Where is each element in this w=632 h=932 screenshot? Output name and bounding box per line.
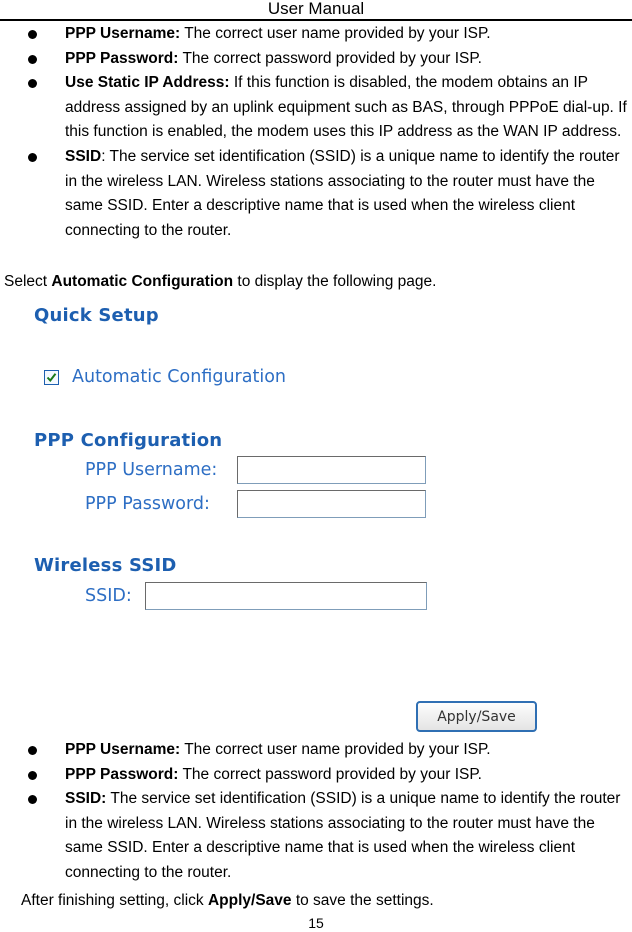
term-label: PPP Password: [65,49,179,67]
list-item [0,738,632,763]
term-label: PPP Password: [65,765,179,783]
bullet-icon [28,771,37,780]
ppp-configuration-title: PPP Configuration [34,430,223,451]
ppp-username-label: PPP Username: [85,460,218,480]
page-number: 15 [308,915,324,931]
list-item [0,145,632,243]
finish-instruction [21,891,434,911]
list-item [0,47,632,72]
term-label: PPP Username: [65,25,181,42]
bullet-icon [28,55,37,64]
term-label: Use Static IP Address: [65,74,230,92]
wireless-ssid-title: Wireless SSID [34,555,177,576]
select-prefix: Select [4,273,52,290]
list-item [0,787,632,885]
term-description: The service set identification (SSID) is a unique name to identify the router in the wireless LAN. Wireless stations associating to the router must have the same SSID. Enter a descriptive name that is used when the wireless client connecting to the router. [65,790,621,881]
bullet-icon [28,30,37,39]
automatic-configuration-checkbox[interactable] [44,370,59,385]
ssid-label: SSID: [85,586,132,606]
select-instruction [4,272,436,292]
term-description: The correct password provided by your ISP. [178,765,482,783]
header-divider [0,19,632,21]
term-label: SSID [65,147,102,165]
finish-suffix: to save the settings. [291,892,434,909]
bullet-icon [28,795,37,804]
term-description: : The service set identification (SSID) is a unique name to identify the router in the wireless LAN. Wireless stations associating to the router must have the same SSID. Enter a descriptive name that is used when the wireless client connecting to the router. [65,147,620,239]
quick-setup-title: Quick Setup [34,305,159,326]
ppp-password-label: PPP Password: [85,494,210,514]
list-item [0,71,632,145]
term-description: The correct user name provided by your ISP. [180,25,491,42]
apply-save-button[interactable]: Apply/Save [416,701,537,732]
page-header-title: User Manual [267,0,365,18]
bottom-field-list [0,738,632,886]
bullet-icon [28,746,37,755]
checkmark-icon [46,372,57,383]
select-suffix: to display the following page. [233,273,437,290]
select-bold-term: Automatic Configuration [51,273,234,290]
term-label: SSID: [65,790,107,808]
list-item [0,22,632,47]
ppp-username-input[interactable] [237,456,426,484]
term-description: The correct user name provided by your ISP. [180,741,491,758]
top-field-list [0,22,632,243]
list-item [0,763,632,788]
bullet-icon [28,153,37,162]
term-description: The correct password provided by your ISP. [178,49,482,67]
finish-bold-term: Apply/Save [207,892,292,909]
automatic-configuration-label: Automatic Configuration [72,367,286,387]
bullet-icon [28,79,37,88]
ssid-input[interactable] [145,582,427,610]
term-label: PPP Username: [65,741,181,758]
finish-prefix: After finishing setting, click [21,892,208,909]
term-description: If this function is disabled, the modem obtains an IP address assigned by an uplink equipment such as BAS, through PPPoE dial-up. If this function is enabled, the modem uses this IP address as the WAN IP address. [65,74,627,141]
ppp-password-input[interactable] [237,490,426,518]
